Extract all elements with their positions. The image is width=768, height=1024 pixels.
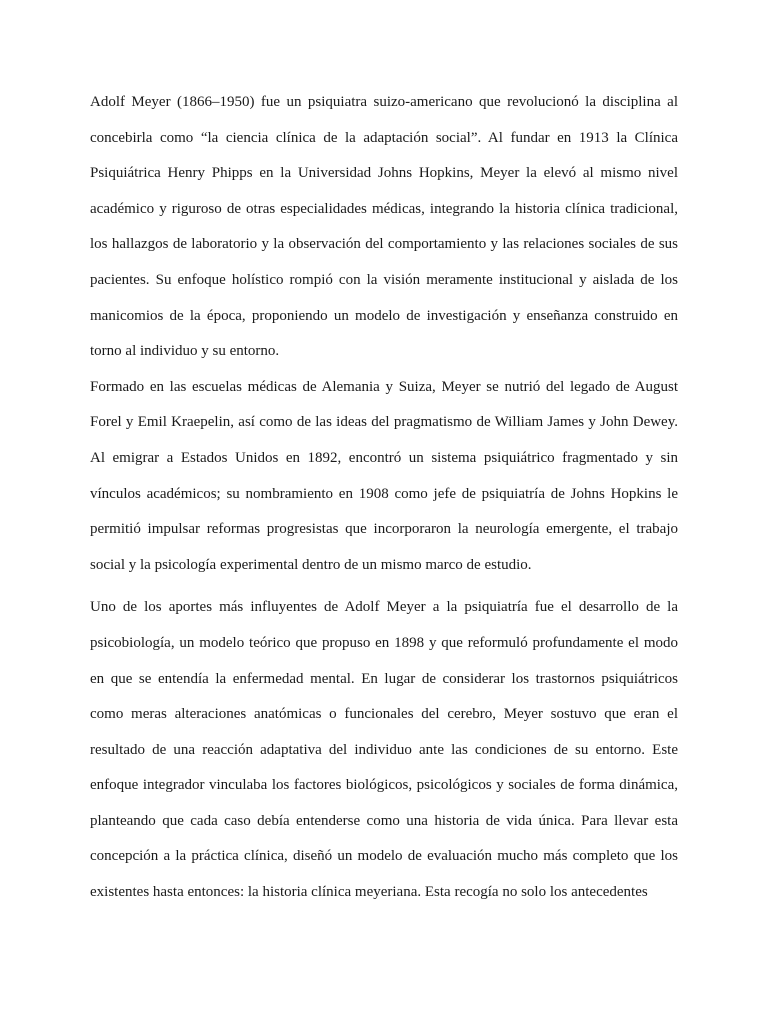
paragraph-1: Adolf Meyer (1866–1950) fue un psiquiatra suizo-americano que revolucionó la disciplina al concebirla como “la ciencia clínica de la adaptación social”. Al fundar en 1913 la Clínica Psiquiátrica Henry Phipps en la Universidad Johns Hopkins, Meyer la elevó al mismo nivel académico y riguroso de otras especialidades médicas, integrando la historia clínica tradicional, los hallazgos de laboratorio y la observación del comportamiento y las relaciones sociales de sus pacientes. Su enfoque holístico rompió con la visión meramente institucional y aislada de los manicomios de la época, proponiendo un modelo de investigación y enseñanza construido en torno al individuo y su entorno. xyxy=(90,94,678,360)
paragraph-3: Uno de los aportes más influyentes de Adolf Meyer a la psiquiatría fue el desarrollo de la psicobiología, un modelo teórico que propuso en 1898 y que reformuló profundamente el modo en que se entendía la enfermedad mental. En lugar de considerar los trastornos psiquiátricos como meras alteraciones anatómicas o funcionales del cerebro, Meyer sostuvo que eran el resultado de una reacción adaptativa del individuo ante las condiciones de su entorno. Este enfoque integrador vinculaba los factores biológicos, psicológicos y sociales de forma dinámica, planteando que cada caso debía entenderse como una historia de vida única. Para llevar esta concepción a la práctica clínica, diseñó un modelo de evaluación mucho más completo que los existentes hasta entonces: la historia clínica meyeriana. Esta recogía no solo los antecedentes xyxy=(90,599,678,901)
document-body xyxy=(90,85,678,911)
paragraph-2: Formado en las escuelas médicas de Alemania y Suiza, Meyer se nutrió del legado de August Forel y Emil Kraepelin, así como de las ideas del pragmatismo de William James y John Dewey. Al emigrar a Estados Unidos en 1892, encontró un sistema psiquiátrico fragmentado y sin vínculos académicos; su nombramiento en 1908 como jefe de psiquiatría de Johns Hopkins le permitió impulsar reformas progresistas que incorporaron la neurología emergente, el trabajo social y la psicología experimental dentro de un mismo marco de estudio. xyxy=(90,378,678,573)
